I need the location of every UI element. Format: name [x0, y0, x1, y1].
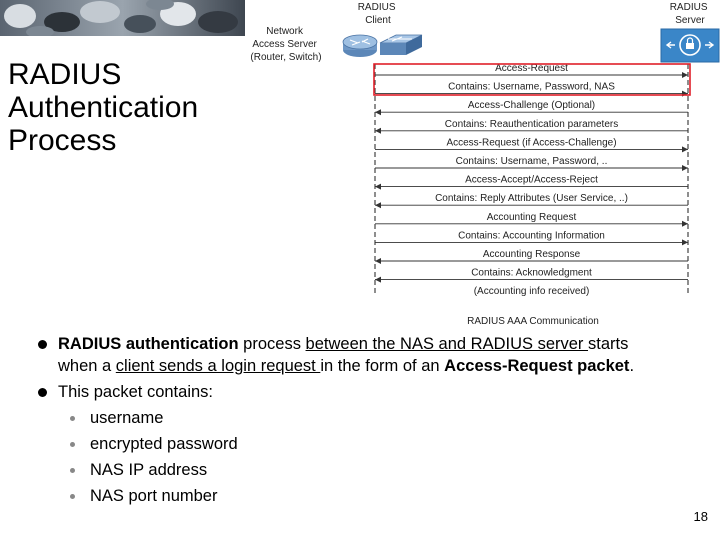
router-icon: [343, 35, 377, 57]
sub-bullet-dot: [70, 442, 75, 447]
title-line: Authentication: [8, 91, 199, 124]
message-label: Contains: Username, Password, NAS: [448, 81, 615, 93]
sub-item-encrypted-password: encrypted password: [90, 435, 238, 453]
message-label: Accounting Response: [482, 249, 581, 260]
message-label: Contains: Reply Attributes (User Service, ..): [435, 193, 628, 205]
radius-client-label: RADIUS Client: [357, 2, 396, 26]
arrowhead-left-icon: [375, 184, 381, 190]
arrowhead-right-icon: [682, 221, 688, 227]
bullet-item-1: RADIUS authentication process between the NAS and RADIUS server starts: [58, 335, 629, 353]
message-label: Contains: Username, Password, ..: [455, 156, 608, 167]
server-icon: [661, 29, 719, 62]
slide-title: [8, 58, 238, 157]
arrowhead-right-icon: [682, 239, 688, 245]
arrowhead-right-icon: [682, 146, 688, 152]
message-group: [375, 63, 688, 297]
arrowhead-right-icon: [682, 165, 688, 171]
message-label: Access-Challenge (Optional): [467, 100, 596, 112]
sub-item-nas-port: NAS port number: [90, 487, 218, 505]
arrowhead-left-icon: [375, 202, 381, 208]
page-number: 18: [693, 509, 708, 524]
message-label: Access-Request (if Access-Challenge): [446, 137, 617, 149]
sub-bullet-dot: [70, 494, 75, 499]
bullet-item-2: This packet contains:: [58, 383, 213, 401]
message-label: Contains: Acknowledgment: [471, 267, 592, 279]
switch-icon: [380, 35, 422, 55]
message-label: Contains: Accounting Information: [458, 230, 605, 242]
sub-bullet-dot: [70, 416, 75, 421]
title-line: RADIUS: [8, 58, 122, 91]
message-label: Access-Accept/Access-Reject: [465, 174, 598, 186]
radius-server-label: RADIUS Server: [669, 2, 708, 26]
bullet-dot: [38, 340, 47, 349]
arrowhead-left-icon: [375, 277, 381, 283]
sub-item-nas-ip: NAS IP address: [90, 461, 208, 479]
bullet-dot: [38, 388, 47, 397]
radius-sequence-diagram: [240, 0, 720, 330]
message-label: Contains: Reauthentication parameters: [444, 118, 619, 130]
sub-item-username: username: [90, 409, 164, 427]
bullet-item-1-cont: when a client sends a login request in the form of an Access-Request packet.: [58, 357, 635, 375]
title-line: Process: [8, 124, 117, 157]
nas-label: Network Access Server (Router, Switch): [250, 26, 322, 63]
arrowhead-left-icon: [375, 258, 381, 264]
arrowhead-left-icon: [375, 109, 381, 115]
message-label: Accounting Request: [486, 211, 577, 223]
message-label: Access-Request: [495, 63, 568, 74]
header-image: [0, 0, 245, 36]
sub-bullet-dot: [70, 468, 75, 473]
arrowhead-left-icon: [375, 128, 381, 134]
diagram-caption: RADIUS AAA Communication: [467, 316, 599, 327]
message-label: (Accounting info received): [473, 286, 590, 298]
arrowhead-right-icon: [682, 72, 688, 78]
